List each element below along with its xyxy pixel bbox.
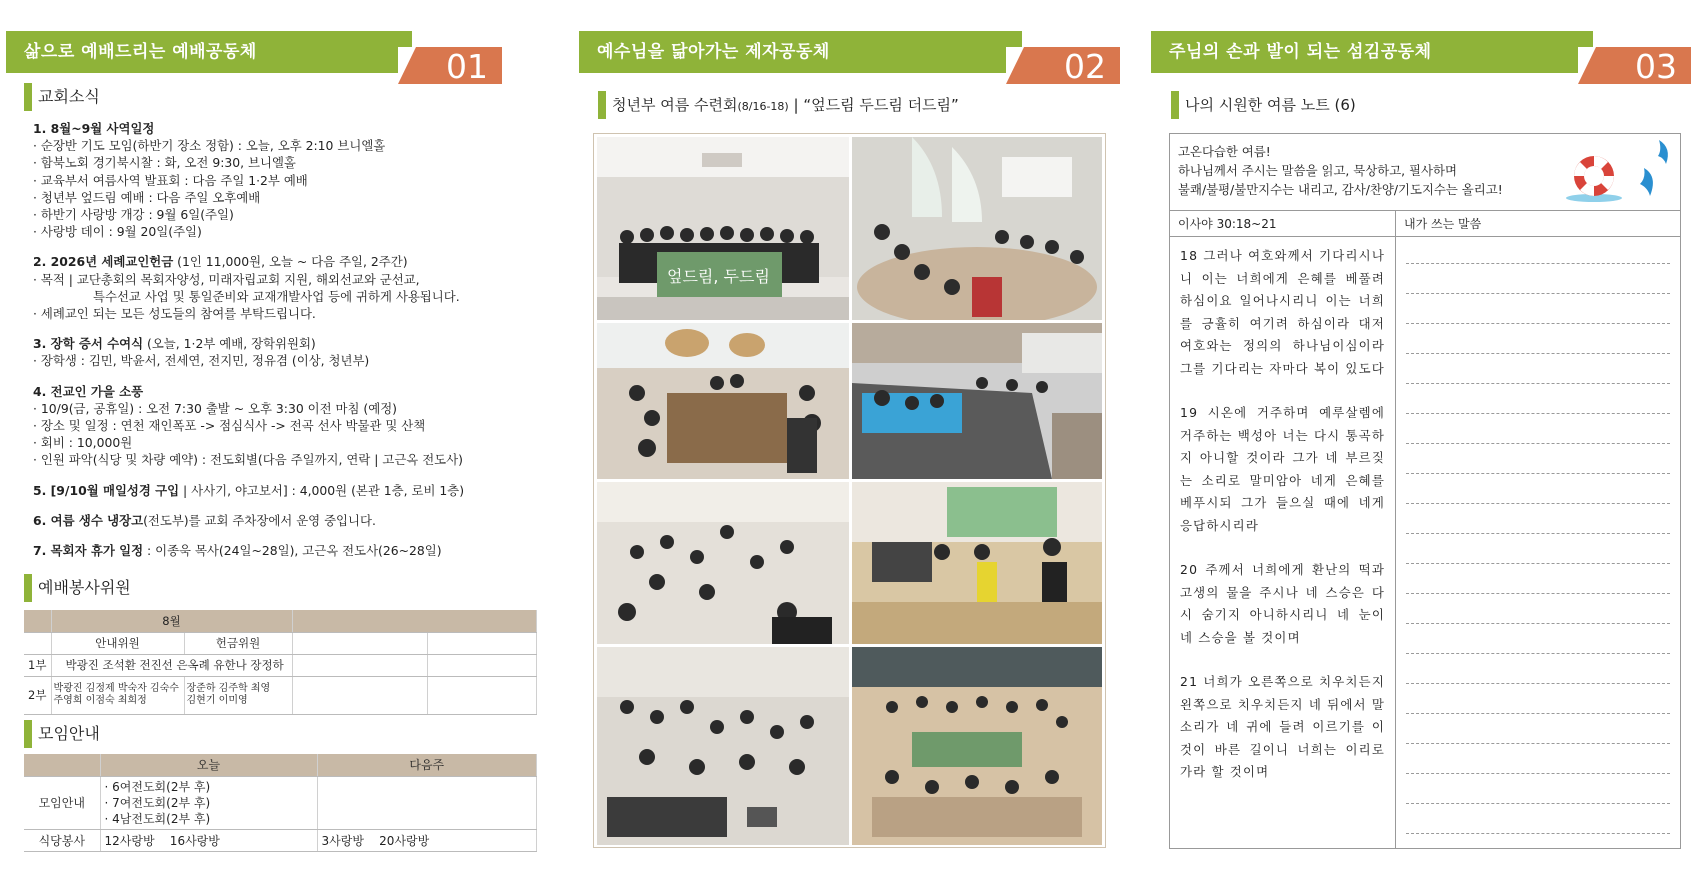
verse: 18 그러나 여호와께서 기다리시나니 이는 너희에게 은혜를 베풀려 하심이요 일어나시리니 이는 너희를 긍휼히 여기려 하심이라 대저 여호와는 정의의 하나님이심이라 그를 기다리는 자마다 복이 있도다 — [1180, 248, 1385, 376]
church-news-list — [33, 120, 553, 572]
row-cell: 3사랑방 20사랑방 — [317, 829, 537, 851]
meeting-heading-text: 모임안내 — [38, 724, 100, 743]
writing-line — [1406, 353, 1670, 354]
news-line: · 청년부 엎드림 예배 : 다음 주일 오후예배 — [33, 189, 261, 205]
section-title: 예수님을 닮아가는 제자공동체 — [579, 31, 1022, 73]
writing-line — [1406, 413, 1670, 414]
writing-line — [1406, 263, 1670, 264]
news-item-subtitle: (1인 11,000원, 오늘 ~ 다음 주일, 2주간) — [173, 254, 408, 270]
writing-line — [1406, 773, 1670, 774]
writing-line — [1406, 743, 1670, 744]
row-cell: 장준하 김주학 최영 김현기 이미영 — [184, 676, 292, 714]
photo-group-banner — [597, 137, 849, 320]
photo-group-activity — [597, 482, 849, 644]
note-heading — [1171, 91, 1356, 119]
writing-line — [1406, 713, 1670, 714]
news-heading-text: 교회소식 — [38, 87, 100, 106]
service-heading — [24, 574, 131, 602]
news-item-title: 2. 2026년 세례교인헌금 — [33, 254, 174, 270]
column-header: 오늘 — [100, 754, 317, 776]
photo-dinner — [597, 323, 849, 479]
section-title: 주님의 손과 발이 되는 섬김공동체 — [1151, 31, 1593, 73]
news-line: · 사랑방 데이 : 9월 20일(주일) — [33, 224, 202, 240]
news-line: · 인원 파악(식당 및 차량 예약) : 전도회별(다음 주일까지, 연락 | 고근옥 전도사) — [33, 452, 463, 468]
table-row — [24, 654, 537, 676]
row-cell: 박광진 김정제 박숙자 김숙수 주영희 이점숙 최희정 — [51, 676, 184, 714]
photo-image — [597, 323, 849, 479]
column-header: 다음주 — [317, 754, 537, 776]
meeting-heading — [24, 720, 100, 748]
section-number: 02 — [1006, 47, 1120, 84]
news-line: · 함북노회 경기북시찰 : 화, 오전 9:30, 브니엘홀 — [33, 155, 296, 171]
photo-image — [852, 647, 1102, 845]
photo-pool — [852, 323, 1102, 479]
row-cell: 박광진 조석환 전진선 은옥례 유한나 장정하 — [51, 654, 292, 676]
verse: 19 시온에 거주하며 예루살렘에 거주하는 백성아 너는 다시 통곡하지 아니할 것이라 그가 네 부르짖는 소리로 말미암아 네게 은혜를 베푸시되 그가 들으실 때에 네게 응답하시리라 — [1180, 405, 1385, 533]
writing-line — [1406, 473, 1670, 474]
news-item-4 — [33, 383, 553, 469]
news-line: · 순장반 기도 모임(하반기 장소 정함) : 오늘, 오후 2:10 브니엘홀 — [33, 138, 386, 154]
news-item-2 — [33, 253, 553, 322]
summer-note — [1169, 133, 1681, 849]
photo-lounge — [597, 647, 849, 845]
section-header-service — [1151, 31, 1691, 84]
writing-column-header: 내가 쓰는 말씀 — [1396, 211, 1680, 237]
photo-group-floor — [852, 647, 1102, 845]
writing-line — [1406, 683, 1670, 684]
news-line: · 교육부서 여름사역 발표회 : 다음 주일 1·2부 예배 — [33, 172, 308, 188]
table-row — [24, 676, 537, 714]
writing-line — [1406, 443, 1670, 444]
writing-area[interactable] — [1396, 237, 1680, 849]
news-item-7 — [33, 542, 553, 559]
news-line: · 10/9(금, 공휴일) : 오전 7:30 출발 ~ 오후 3:30 이전 마침 (예정) — [33, 400, 398, 416]
news-item-title: 7. 목회자 휴가 일정 — [33, 543, 144, 559]
news-heading — [24, 83, 100, 111]
row-cell: 12사랑방 16사랑방 — [100, 829, 317, 851]
news-item-6 — [33, 512, 553, 529]
service-table — [24, 610, 537, 715]
row-label: 식당봉사 — [24, 829, 100, 851]
writing-line — [1406, 293, 1670, 294]
writing-line — [1406, 803, 1670, 804]
news-line: · 장학생 : 김민, 박윤서, 전세연, 전지민, 정유겸 (이상, 청년부) — [33, 353, 370, 369]
table-row — [24, 610, 537, 632]
news-line: · 회비 : 10,000원 — [33, 435, 133, 451]
photo-image — [597, 647, 849, 845]
row-cell: · 6여전도회(2부 후) · 7여전도회(2부 후) · 4남전도회(2부 후) — [100, 776, 317, 829]
writing-line — [1406, 503, 1670, 504]
meeting-table — [24, 754, 537, 852]
news-item-title: 3. 장학 증서 수여식 — [33, 336, 144, 352]
news-item-title: 5. [9/10월 매일성경 구입 — [33, 482, 180, 498]
news-line: · 세례교인 되는 모든 성도들의 참여를 부탁드립니다. — [33, 306, 316, 322]
news-line: 특수선교 사업 및 통일준비와 교재개발사업 등에 귀하게 사용됩니다. — [93, 288, 460, 304]
writing-line — [1406, 383, 1670, 384]
dolphin-icon — [1634, 138, 1674, 202]
verse: 21 너희가 오른쪽으로 치우치든지 왼쪽으로 치우치든지 네 뒤에서 말소리가 네 귀에 들려 이르기를 이것이 바른 길이니 너희는 이리로 가라 할 것이며 — [1180, 674, 1385, 779]
section-number: 03 — [1578, 47, 1691, 84]
section-header-discipleship — [579, 31, 1120, 84]
photo-worship-hall — [852, 137, 1102, 320]
news-item-subtitle: : 이종욱 목사(24일~28일), 고근옥 전도사(26~28일) — [143, 543, 442, 559]
news-item-subtitle: | 사사기, 야고보서] : 4,000원 (본관 1층, 로비 1층) — [179, 482, 465, 498]
news-item-title: 1. 8월~9월 사역일정 — [33, 121, 155, 136]
table-row — [24, 632, 537, 654]
section-title: 삶으로 예배드리는 예배공동체 — [6, 31, 412, 73]
row-label: 2부 — [24, 676, 51, 714]
photo-image — [852, 323, 1102, 479]
transcription-table — [1170, 210, 1680, 848]
retreat-heading — [598, 91, 959, 119]
table-row — [24, 829, 537, 851]
month-cell: 8월 — [51, 610, 292, 632]
photo-image — [852, 482, 1102, 644]
row-label: 1부 — [24, 654, 51, 676]
service-heading-text: 예배봉사위원 — [38, 578, 131, 597]
note-intro: 고온다습한 여름! 하나님께서 주시는 말씀을 읽고, 묵상하고, 필사하며 불쾌/불평/불만지수는 내리고, 감사/찬양/기도지수는 올리고! — [1178, 144, 1503, 197]
photo-image — [852, 137, 1102, 320]
row-label: 모임안내 — [24, 776, 100, 829]
news-item-subtitle: (오늘, 1·2부 예배, 장학위원회) — [143, 336, 316, 352]
column-header: 안내위원 — [51, 632, 184, 654]
section-header-worship — [6, 31, 502, 84]
writing-line — [1406, 833, 1670, 834]
svg-text:엎드림, 두드림: 엎드림, 두드림 — [667, 267, 770, 286]
writing-line — [1406, 323, 1670, 324]
retreat-title: 청년부 여름 수련회 — [612, 96, 738, 114]
verse: 20 주께서 너희에게 환난의 떡과 고생의 물을 주시나 네 스승은 다시 숨기지 아니하시리니 네 눈이 네 스승을 볼 것이며 — [1180, 562, 1385, 645]
retreat-photo-grid — [593, 133, 1106, 848]
photo-image — [597, 482, 849, 644]
writing-line — [1406, 593, 1670, 594]
writing-line — [1406, 533, 1670, 534]
writing-line — [1406, 623, 1670, 624]
note-heading-text: 나의 시원한 여름 노트 (6) — [1185, 96, 1356, 114]
table-row — [24, 754, 537, 776]
news-line: · 목적 | 교단총회의 목회자양성, 미래자립교회 지원, 해외선교와 군선교, — [33, 271, 420, 287]
retreat-theme: | “엎드림 두드림 더드림” — [788, 96, 959, 114]
news-item-title: 4. 전교인 가을 소풍 — [33, 383, 144, 399]
news-item-1 — [33, 120, 553, 240]
news-line: · 하반기 사랑방 개강 : 9월 6일(주일) — [33, 207, 234, 223]
news-item-title: 6. 여름 생수 냉장고 — [33, 512, 144, 528]
writing-line — [1406, 563, 1670, 564]
news-item-subtitle: (전도부)를 교회 주차장에서 운영 중입니다. — [143, 512, 376, 528]
news-item-5 — [33, 482, 553, 499]
table-row — [24, 776, 537, 829]
column-header: 헌금위원 — [184, 632, 292, 654]
photo-image — [597, 137, 849, 320]
photo-band — [852, 482, 1102, 644]
news-line: · 장소 및 일정 : 연천 재인폭포 -> 점심식사 -> 전곡 선사 박물관 및 산책 — [33, 418, 426, 434]
news-item-3 — [33, 335, 553, 369]
section-number: 01 — [398, 47, 502, 84]
lifebuoy-icon — [1564, 146, 1634, 206]
scripture-reference: 이사야 30:18~21 — [1170, 211, 1396, 237]
scripture-text — [1170, 237, 1396, 849]
retreat-date: (8/16-18) — [737, 100, 789, 113]
writing-line — [1406, 653, 1670, 654]
